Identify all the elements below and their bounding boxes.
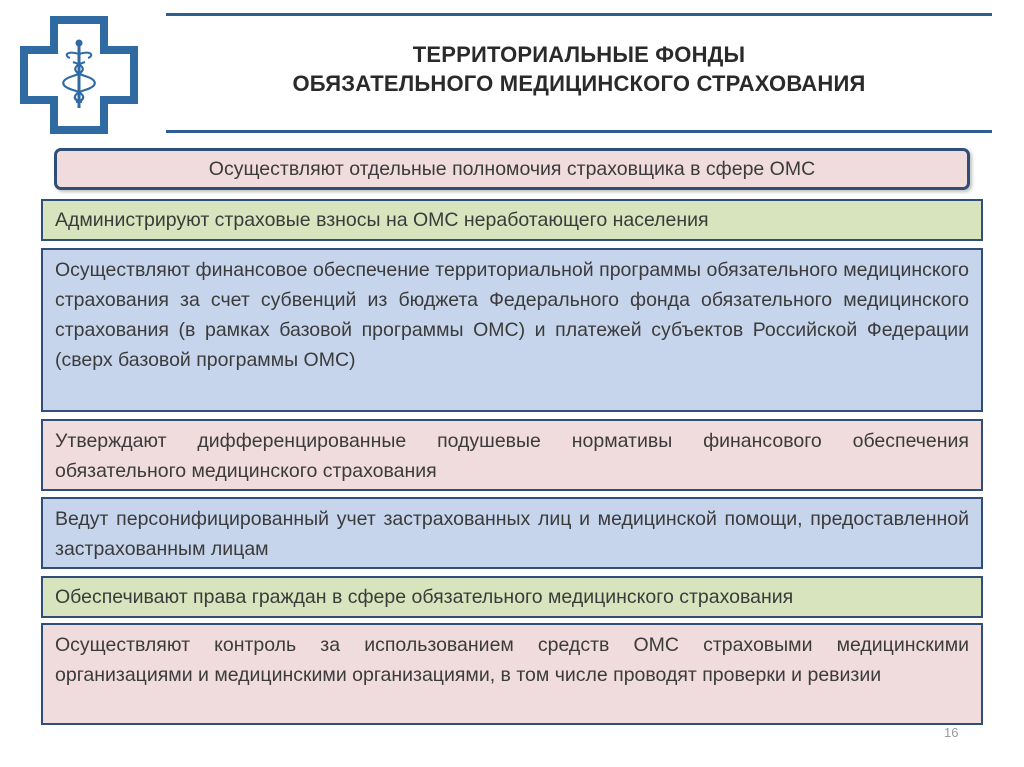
header-box <box>54 148 970 190</box>
item-text-4: Ведут персонифицированный учет застрахованных лиц и медицинской помощи, предоставленной застрахованным лицам <box>55 508 969 560</box>
page-number: 16 <box>944 725 959 740</box>
item-box-6 <box>41 623 983 725</box>
item-box-1 <box>41 199 983 241</box>
item-box-4 <box>41 497 983 569</box>
item-text-6: Осуществляют контроль за использованием средств ОМС страховыми медицинскими организациями и медицинскими организациями, в том числе проводят проверки и ревизии <box>55 634 969 686</box>
item-text-2: Осуществляют финансовое обеспечение территориальной программы обязательного медицинского страхования за счет субвенций из бюджета Федерального фонда обязательного медицинского страхования (в рамках базовой программы ОМС) и платежей субъектов Российской Федерации (сверх базовой программы ОМС) <box>55 259 969 371</box>
item-text-1: Администрируют страховые взносы на ОМС неработающего населения <box>55 209 709 231</box>
medical-cross-logo-icon <box>18 14 140 136</box>
title-line-1: ТЕРРИТОРИАЛЬНЫЕ ФОНДЫ <box>412 42 746 67</box>
item-box-5 <box>41 576 983 618</box>
item-text-3: Утверждают дифференцированные подушевые нормативы финансового обеспечения обязательного медицинского страхования <box>55 430 969 482</box>
title-line-2: ОБЯЗАТЕЛЬНОГО МЕДИЦИНСКОГО СТРАХОВАНИЯ <box>292 71 866 96</box>
slide-title <box>166 40 992 98</box>
item-box-2 <box>41 248 983 412</box>
title-top-rule <box>166 13 992 16</box>
item-box-3 <box>41 419 983 491</box>
header-text: Осуществляют отдельные полномочия страховщика в сфере ОМС <box>208 158 816 180</box>
title-bottom-rule <box>166 130 992 133</box>
item-text-5: Обеспечивают права граждан в сфере обязательного медицинского страхования <box>55 586 794 608</box>
